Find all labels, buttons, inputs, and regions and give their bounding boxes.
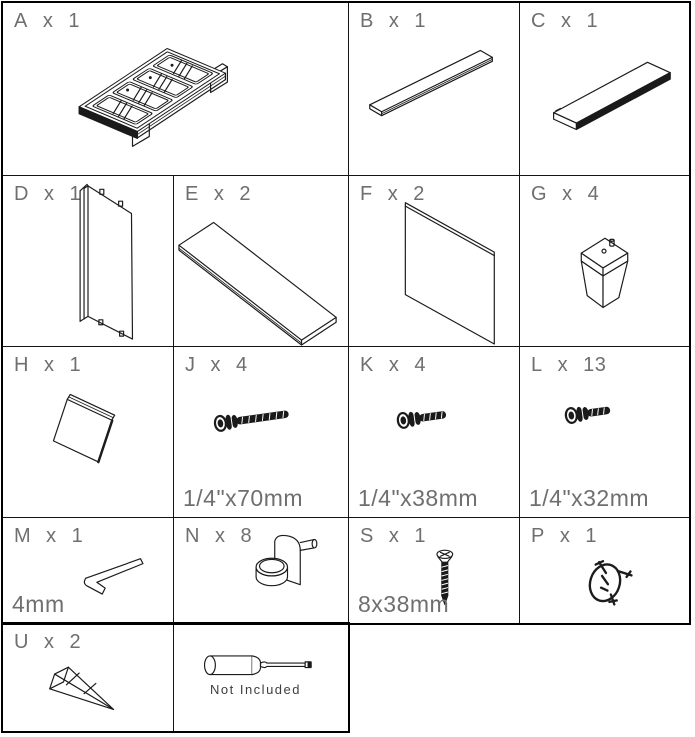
part-cell-l: [519, 346, 690, 518]
part-letter: P: [531, 525, 545, 547]
part-qty: 13: [583, 354, 607, 376]
part-label: [14, 10, 80, 33]
part-size: 1/4"x38mm: [358, 485, 479, 511]
part-letter: F: [360, 183, 373, 205]
times-symbol: x: [46, 525, 57, 547]
part-label: [360, 525, 426, 548]
times-symbol: x: [213, 183, 225, 205]
times-symbol: x: [562, 183, 573, 205]
times-symbol: x: [387, 183, 399, 205]
part-cell-m: [2, 517, 174, 624]
part-qty: 8: [240, 525, 253, 547]
part-cell-d: [2, 175, 174, 347]
part-label: [185, 525, 252, 548]
times-symbol: x: [214, 525, 226, 547]
times-symbol: x: [559, 525, 571, 547]
part-cell-g: [519, 175, 690, 347]
part-cell-c: [519, 2, 690, 176]
part-letter: A: [14, 10, 28, 32]
part-qty: 1: [414, 10, 426, 32]
part-letter: C: [531, 10, 546, 32]
part-letter: L: [531, 354, 543, 376]
part-qty: 1: [414, 525, 426, 547]
part-cell-u: [2, 623, 174, 732]
part-size: 1/4"x70mm: [183, 485, 304, 511]
part-qty: 1: [69, 354, 82, 376]
part-cell-f: [348, 175, 520, 347]
part-letter: K: [360, 354, 374, 376]
times-symbol: x: [42, 10, 54, 32]
part-qty: 1: [585, 525, 597, 547]
part-qty: 1: [68, 10, 80, 32]
part-letter: U: [14, 631, 29, 653]
times-symbol: x: [43, 631, 55, 653]
part-letter: B: [360, 10, 374, 32]
times-symbol: x: [557, 354, 569, 376]
part-size: 1/4"x32mm: [529, 485, 650, 511]
part-cell-n: [173, 517, 349, 624]
part-cell-j: [173, 346, 349, 518]
times-symbol: x: [560, 10, 572, 32]
part-label: [14, 183, 81, 206]
part-qty: 4: [236, 354, 248, 376]
part-label: [185, 354, 248, 377]
part-qty: 1: [69, 183, 82, 205]
part-qty: 4: [414, 354, 426, 376]
part-label: [360, 183, 425, 206]
part-letter: E: [185, 183, 199, 205]
times-symbol: x: [43, 183, 55, 205]
times-symbol: x: [43, 354, 55, 376]
part-cell-s: [348, 517, 520, 624]
part-letter: J: [185, 354, 196, 376]
part-size: 8x38mm: [358, 591, 450, 617]
part-cell-k: [348, 346, 520, 518]
part-qty: 1: [586, 10, 599, 32]
part-cell-b: [348, 2, 520, 176]
part-qty: 2: [239, 183, 251, 205]
tool-cell-screwdriver: [173, 623, 349, 732]
part-size: 4mm: [12, 591, 65, 617]
part-letter: S: [360, 525, 374, 547]
part-label: [531, 183, 599, 206]
part-label: [531, 354, 606, 377]
part-letter: G: [531, 183, 548, 205]
part-letter: H: [14, 354, 29, 376]
part-label: [14, 631, 81, 654]
part-label: [185, 183, 251, 206]
part-label: [360, 10, 426, 33]
part-qty: 4: [587, 183, 600, 205]
part-qty: 1: [71, 525, 84, 547]
part-label: [531, 10, 598, 33]
part-label: [360, 354, 426, 377]
part-letter: D: [14, 183, 29, 205]
times-symbol: x: [388, 525, 400, 547]
part-cell-h: [2, 346, 174, 518]
part-letter: N: [185, 525, 200, 547]
times-symbol: x: [210, 354, 221, 376]
part-label: [14, 525, 83, 548]
times-symbol: x: [388, 354, 400, 376]
not-included-note: Not Included: [210, 682, 301, 697]
part-qty: 2: [69, 631, 82, 653]
times-symbol: x: [388, 10, 400, 32]
screwdriver-icon: [174, 624, 348, 731]
part-cell-e: [173, 175, 349, 347]
part-label: [14, 354, 81, 377]
part-label: [531, 525, 597, 548]
part-cell-p: [519, 517, 690, 624]
part-cell-a: [2, 2, 349, 176]
part-letter: M: [14, 525, 32, 547]
part-qty: 2: [413, 183, 425, 205]
